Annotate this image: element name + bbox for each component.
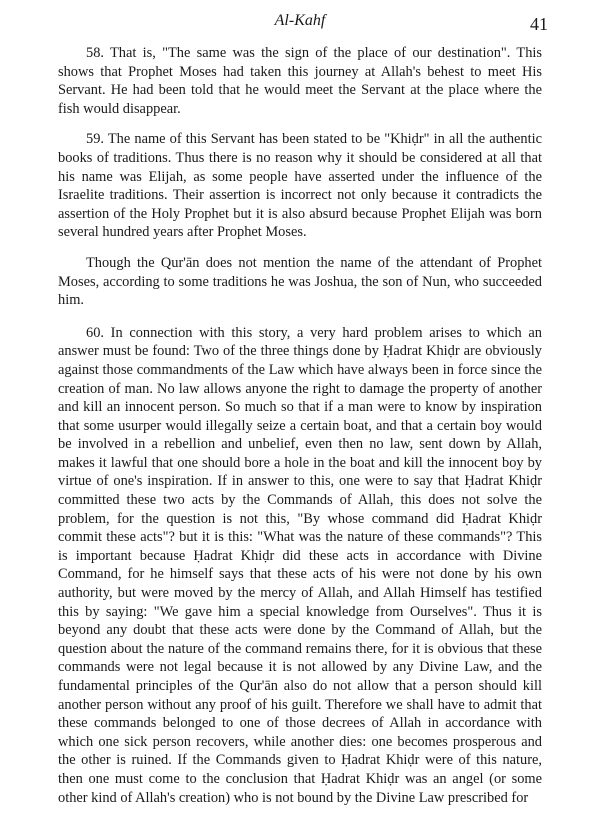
page-number: 41	[530, 14, 548, 34]
attendant-paragraph: Though the Qur'ān does not mention the name of the attendant of Prophet Moses, according to some traditions he was Joshua, the son of Nun, who succeeded him.	[58, 254, 542, 309]
note-59-paragraph: 59. The name of this Servant has been stated to be "Khiḍr" in all the authentic books of traditions. Thus there is no reason why it should be considered at all that his name was Elijah, as some people have asserted under the influence of the Israelite traditions. Their assertion is incorrect not only because it contradicts the assertion of the Holy Prophet but it is also absurd because Prophet Elijah was born several hundred years after Prophet Moses.	[58, 131, 542, 241]
running-title: Al-Kahf	[274, 12, 326, 29]
body-text	[58, 44, 542, 819]
note-58-paragraph: 58. That is, "The same was the sign of the place of our destination". This shows that Prophet Moses had taken this journey at Allah's behest to meet His Servant. He had been told that he would meet the Servant at the place where the fish would disappear.	[58, 45, 542, 117]
note-60-paragraph: 60. In connection with this story, a very hard problem arises to which an answer must be found: Two of the three things done by Ḥadrat Khiḍr are obviously against those commandments of the Law which have always been in force since the creation of man. No law allows anyone the right to damage the property of another and kill an innocent person. So much so that if a man were to know by inspiration that some usurper would illegally seize a certain boat, and that a certain boy would be involved in a rebellion and unbelief, even then no law, sent down by Allah, makes it lawful that one should bore a hole in the boat and kill the innocent boy by virtue of one's inspiration. If in answer to this, one were to say that Ḥadrat Khiḍr committed these two acts by the Commands of Allah, this does not solve the problem, for the question is not this, "By whose command did Ḥadrat Khiḍr commit these acts"? but it is this: "What was the nature of these commands"? This is important because Ḥadrat Khiḍr did these acts in accordance with Divine Command, for he himself says that these acts of his were not done by his own authority, but were moved by the mercy of Allah, and Allah Himself has testified this by saying: "We gave him a special knowledge from Ourselves". Thus it is beyond any doubt that these acts were done by the Command of Allah, but the question about the nature of the command remains there, for it is obvious that these commands were not legal because it is not allowed by any Divine Law, and the fundamental principles of the Qur'ān also do not allow that a person should kill another person without any proof of his guilt. Therefore we shall have to admit that these commands belonged to one of those decrees of Allah in accordance with which one sick person recovers, while another dies: one becomes prosperous and the other is ruined. If the Commands given to Ḥadrat Khiḍr were of this nature, then one must come to the conclusion that Ḥadrat Khiḍr was an angel (or some other kind of Allah's creation) who is not bound by the Divine Law prescribed for	[58, 324, 542, 806]
